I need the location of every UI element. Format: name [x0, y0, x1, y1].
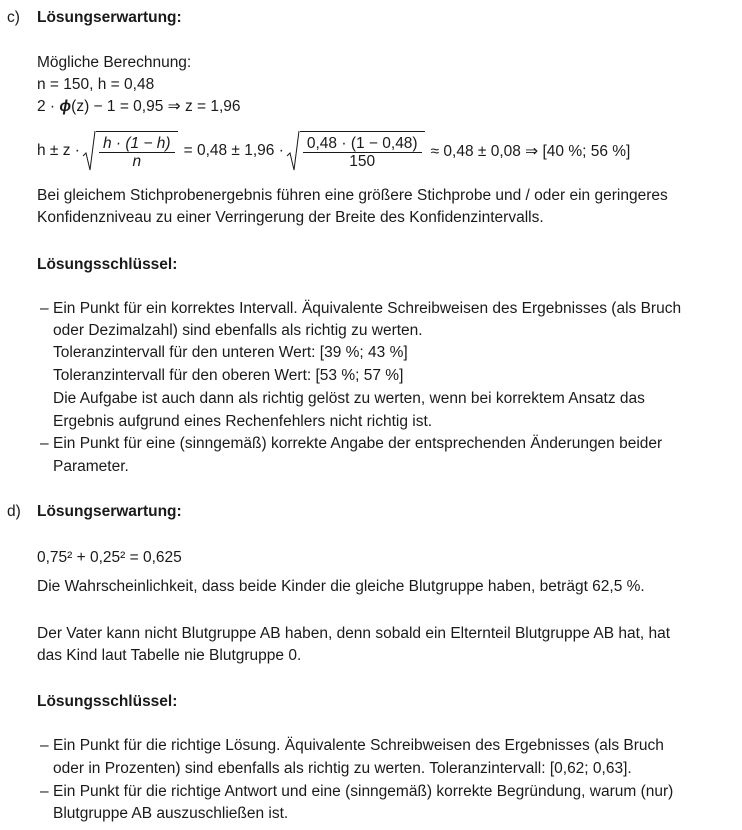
fraction-1-denominator: n [132, 152, 142, 170]
given-values-line: n = 150, h = 0,48 [37, 76, 155, 93]
section-c-item-1-line: Ergebnis aufgrund eines Rechenfehlers nicht richtig ist. [53, 413, 433, 430]
father-reasoning-line-1: Der Vater kann nicht Blutgruppe AB haben, denn sobald ein Elternteil Blutgruppe AB hat, hat [37, 625, 671, 642]
section-c-item-1-line: oder Dezimalzahl) sind ebenfalls als richtig zu werten. [53, 322, 423, 339]
fraction-1-numerator: h · (1 − h) [99, 135, 175, 153]
section-c-item-1-line: Toleranzintervall für den oberen Wert: [53 %; 57 %] [53, 367, 404, 384]
confidence-interval-formula [37, 128, 630, 174]
phi-equation-post: (z) − 1 = 0,95 ⇒ z = 1,96 [71, 98, 241, 115]
section-d-item-1-line: oder in Prozenten) sind ebenfalls als richtig zu werten. Toleranzintervall: [0,62; 0,63]. [53, 760, 632, 777]
section-d-item-2-line: Blutgruppe AB auszuschließen ist. [53, 805, 289, 822]
phi-equation-pre: 2 · [37, 98, 60, 115]
radical-sign-icon [286, 130, 300, 172]
fraction-2-numerator: 0,48 · (1 − 0,48) [303, 135, 422, 153]
section-c-heading: Lösungserwartung: [37, 9, 182, 26]
phi-symbol: ϕ [59, 98, 72, 115]
section-d-key-heading: Lösungsschlüssel: [37, 693, 178, 710]
radical-sign-icon [82, 130, 96, 172]
section-d-letter: d) [7, 503, 21, 520]
section-d-item-1-dash: – [40, 737, 49, 754]
fraction-2-denominator: 150 [349, 152, 376, 170]
section-c-item-2-line: Parameter. [53, 458, 129, 475]
section-c-item-2-line: Ein Punkt für eine (sinngemäß) korrekte Angabe der entsprechenden Änderungen beider [53, 435, 663, 452]
section-c-item-1-line: Toleranzintervall für den unteren Wert: [39 %; 43 %] [53, 344, 408, 361]
section-c-letter: c) [7, 9, 20, 26]
section-c-item-1-line: Ein Punkt für ein korrektes Intervall. Äquivalente Schreibweisen des Ergebnisses (als Bruch [53, 300, 682, 317]
sqrt-1 [82, 130, 178, 172]
section-d-item-2-line: Ein Punkt für die richtige Antwort und eine (sinngemäß) korrekte Begründung, warum (nur) [53, 783, 674, 800]
section-c-item-1-line: Die Aufgabe ist auch dann als richtig gelöst zu werten, wenn bei korrektem Ansatz das [53, 390, 645, 407]
section-c-key-heading: Lösungsschlüssel: [37, 256, 178, 273]
possible-calculation-label: Mögliche Berechnung: [37, 54, 192, 71]
sqrt-2 [286, 130, 425, 172]
section-d-item-2-dash: – [40, 783, 49, 800]
formula-left: h ± z · [37, 142, 80, 159]
phi-equation-line [37, 97, 241, 117]
formula-mid: = 0,48 ± 1,96 · [183, 142, 284, 159]
interpretation-line-2: Konfidenzniveau zu einer Verringerung der Breite des Konfidenzintervalls. [37, 209, 544, 226]
father-reasoning-line-2: das Kind laut Tabelle nie Blutgruppe 0. [37, 647, 302, 664]
section-c-item-2-dash: – [40, 435, 49, 452]
probability-statement: Die Wahrscheinlichkeit, dass beide Kinder die gleiche Blutgruppe haben, beträgt 62,5 %. [37, 578, 645, 595]
section-d-item-1-line: Ein Punkt für die richtige Lösung. Äquivalente Schreibweisen des Ergebnisses (als Bruch [53, 737, 664, 754]
interpretation-line-1: Bei gleichem Stichprobenergebnis führen eine größere Stichprobe und / oder ein geringeres [37, 187, 668, 204]
section-c-item-1-dash: – [40, 300, 49, 317]
fraction-1 [99, 135, 175, 170]
fraction-2 [303, 135, 422, 170]
probability-calculation: 0,75² + 0,25² = 0,625 [37, 549, 182, 566]
section-d-heading: Lösungserwartung: [37, 503, 182, 520]
formula-right: ≈ 0,48 ± 0,08 ⇒ [40 %; 56 %] [430, 142, 631, 160]
